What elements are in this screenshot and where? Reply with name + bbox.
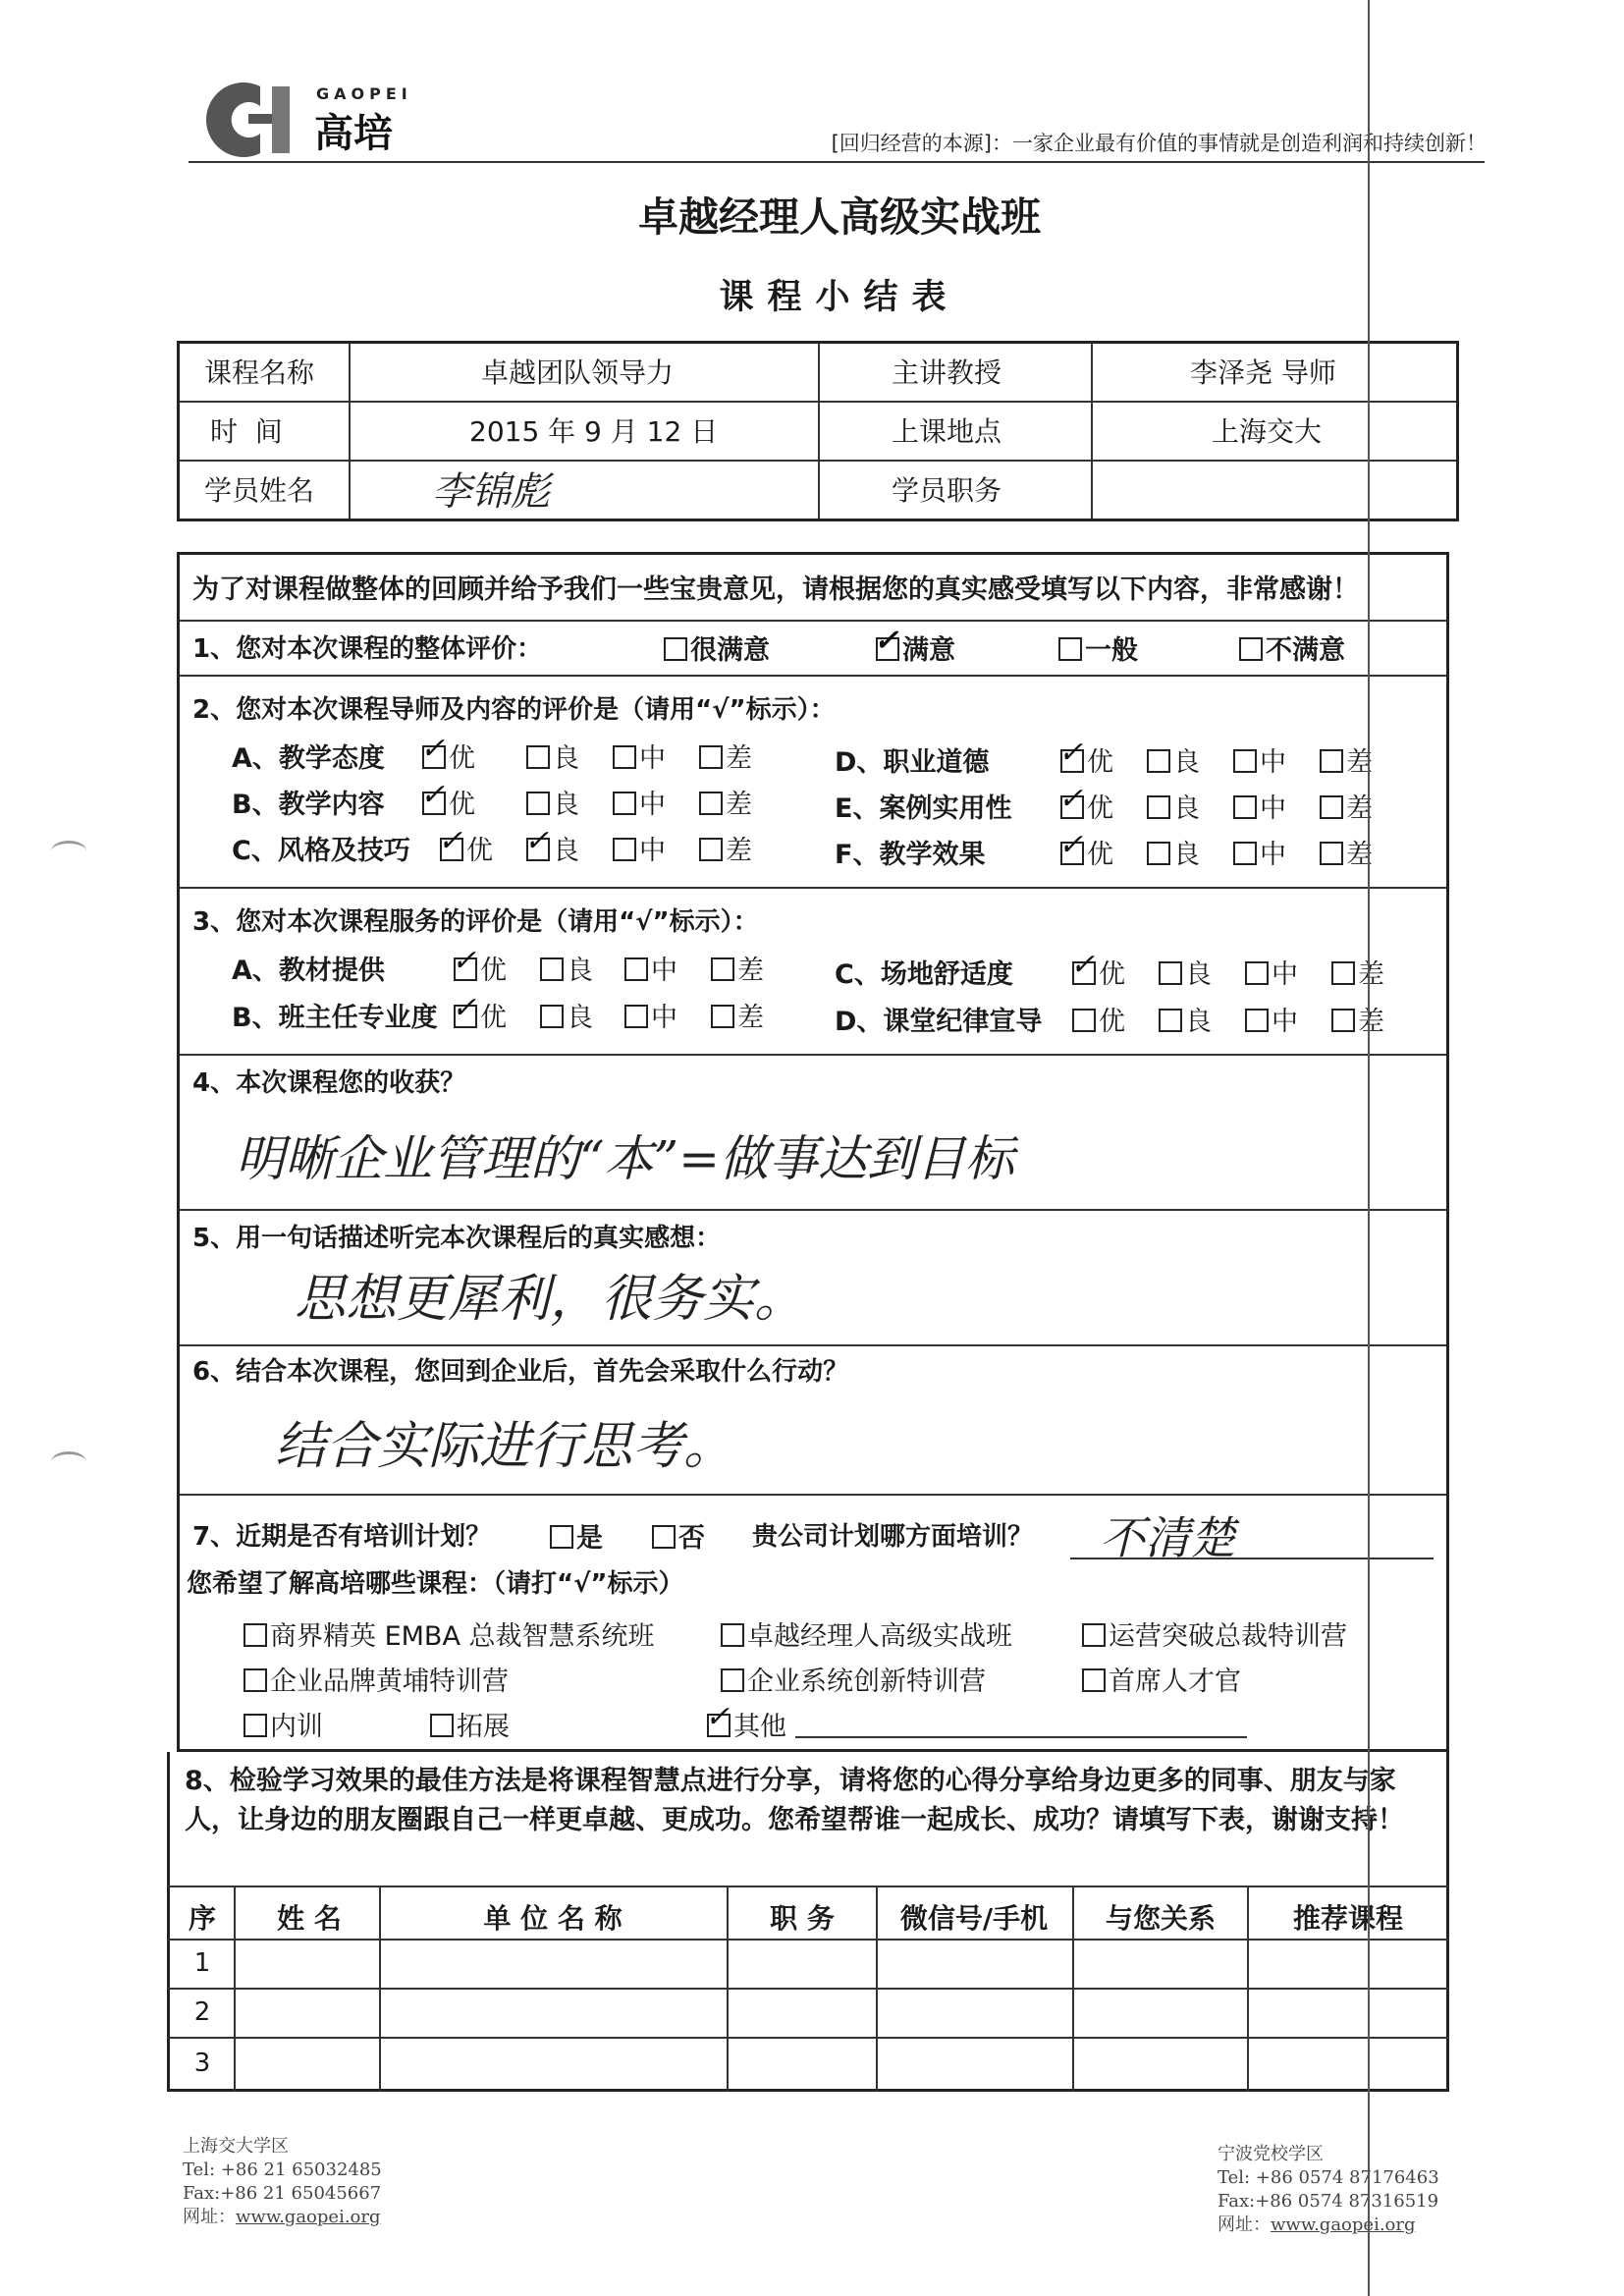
course-option-internal[interactable]: 内训 (244, 1705, 323, 1743)
grade-option[interactable]: ✓优 (422, 783, 475, 821)
col-company: 单 位 名 称 (483, 1902, 623, 1935)
q2-item-c: C、风格及技巧 (232, 836, 410, 866)
q1-label: 1、您对本次课程的整体评价： (192, 634, 543, 664)
grade-option[interactable]: 差 (699, 783, 752, 821)
q7-label: 7、近期是否有培训计划？ (192, 1522, 492, 1552)
q7-plan-answer[interactable]: 不清楚 (1100, 1511, 1235, 1564)
grade-option[interactable]: ✓优 (454, 996, 507, 1034)
grade-option[interactable]: 中 (1233, 740, 1286, 779)
q4-label: 4、本次课程您的收获？ (192, 1068, 466, 1098)
course-option-manager[interactable]: 卓越经理人高级实战班 (721, 1614, 1012, 1653)
col-index: 序 (188, 1902, 216, 1935)
grade-option[interactable]: 良 (1147, 833, 1200, 871)
grade-option[interactable]: 中 (1233, 833, 1286, 871)
course-name-value: 卓越团队领导力 (481, 356, 675, 389)
q2-label: 2、您对本次课程导师及内容的评价是（请用“√”标示）： (192, 695, 836, 725)
course-option-other[interactable]: ✓ 其他 (707, 1705, 786, 1743)
grade-option[interactable]: 差 (711, 949, 764, 987)
grade-option[interactable]: 差 (1331, 1000, 1384, 1038)
q6-answer[interactable]: 结合实际进行思考。 (275, 1417, 735, 1476)
footer-left-website-link[interactable]: www.gaopei.org (236, 2207, 381, 2227)
q7-courses-label: 您希望了解高培哪些课程：（请打“√”标示） (187, 1569, 684, 1599)
footer-right-website-link[interactable]: www.gaopei.org (1271, 2214, 1416, 2235)
grade-option[interactable]: 差 (1320, 787, 1373, 825)
q2-item-e: E、案例实用性 (835, 793, 1012, 824)
checkbox-icon[interactable] (1239, 637, 1263, 661)
grade-option[interactable]: 差 (699, 737, 752, 775)
grade-option[interactable]: 良 (1159, 953, 1212, 991)
course-option-innovation[interactable]: 企业系统创新特训营 (721, 1660, 986, 1698)
q2-item-f: F、教学效果 (835, 840, 986, 870)
grade-option[interactable]: 中 (613, 829, 666, 867)
grade-option[interactable]: ✓优 (1060, 787, 1113, 825)
lecturer-label: 主讲教授 (892, 356, 1002, 389)
grade-option[interactable]: ✓ 良 (526, 829, 579, 867)
grade-option[interactable]: 优 (1072, 1000, 1125, 1038)
time-value: 2015 年 9 月 12 日 (469, 415, 719, 448)
grade-option[interactable]: 差 (1320, 740, 1373, 779)
grade-option[interactable]: 良 (540, 949, 593, 987)
grade-option[interactable]: 中 (1233, 787, 1286, 825)
grade-option[interactable]: ✓优 (1072, 953, 1125, 991)
page-title: 卓越经理人高级实战班 (638, 193, 1041, 241)
grade-option[interactable]: 差 (711, 996, 764, 1034)
q4-answer[interactable]: 明晰企业管理的“本”=做事达到目标 (236, 1130, 1015, 1187)
q6-label: 6、结合本次课程，您回到企业后，首先会采取什么行动？ (192, 1357, 849, 1387)
col-course: 推荐课程 (1292, 1902, 1403, 1935)
q1-option-satisfied[interactable]: ✓ 满意 (876, 629, 955, 667)
grade-option[interactable]: 中 (1245, 953, 1298, 991)
grade-option[interactable]: 良 (540, 996, 593, 1034)
page-subtitle: 课程小结表 (719, 278, 960, 317)
q3-item-a: A、教材提供 (232, 956, 385, 986)
course-option-emba[interactable]: 商界精英 EMBA 总裁智慧系统班 (244, 1614, 655, 1653)
student-position-label: 学员职务 (892, 474, 1002, 507)
grade-option[interactable]: 良 (1159, 1000, 1212, 1038)
course-name-label: 课程名称 (204, 356, 315, 389)
grade-option[interactable]: 中 (624, 949, 677, 987)
slogan: [回归经营的本源]：一家企业最有价值的事情就是创造利润和持续创新！ (831, 132, 1487, 155)
table-row-number: 3 (193, 2049, 211, 2078)
checkbox-icon[interactable] (550, 1525, 573, 1549)
col-relation: 与您关系 (1105, 1902, 1216, 1935)
footer-left-tel: Tel: +86 21 65032485 (183, 2159, 382, 2180)
grade-option[interactable]: 良 (1147, 787, 1200, 825)
q3-label: 3、您对本次课程服务的评价是（请用“√”标示）： (192, 907, 759, 937)
q2-item-b: B、教学内容 (232, 790, 385, 820)
q7-no-option[interactable]: 否 (652, 1516, 705, 1555)
punch-hole-mark (51, 841, 86, 861)
q3-item-d: D、课堂纪律宣导 (835, 1007, 1043, 1037)
q3-item-c: C、场地舒适度 (835, 959, 1013, 990)
col-wechat: 微信号/手机 (899, 1902, 1049, 1935)
student-signature: 李锦彪 (432, 468, 550, 515)
col-position: 职 务 (770, 1902, 835, 1935)
q1-option-unsatisfied[interactable]: 不满意 (1239, 629, 1345, 667)
location-value: 上海交大 (1212, 415, 1323, 448)
q7-plan-label: 贵公司计划哪方面培训？ (752, 1522, 1034, 1552)
grade-option[interactable]: 中 (1245, 1000, 1298, 1038)
lecturer-value: 李泽尧 导师 (1190, 356, 1336, 389)
course-option-expansion[interactable]: 拓展 (430, 1705, 510, 1743)
grade-option[interactable]: 良 (526, 783, 579, 821)
q2-item-d: D、职业道德 (835, 747, 990, 778)
grade-option[interactable]: 中 (624, 996, 677, 1034)
logo-text-cn: 高培 (314, 111, 393, 156)
col-name: 姓 名 (277, 1902, 342, 1935)
grade-option[interactable]: 中 (613, 737, 666, 775)
grade-option[interactable]: ✓优 (440, 829, 493, 867)
footer-right-campus: 宁波党校学区 (1218, 2144, 1324, 2164)
logo-text-en: GAOPEI (316, 84, 412, 103)
header-rule (189, 161, 1485, 163)
grade-option[interactable]: 差 (1320, 833, 1373, 871)
checkbox-icon[interactable] (652, 1525, 676, 1549)
other-underline (795, 1736, 1247, 1738)
scan-fold-line (1368, 0, 1370, 2296)
q8-label: 8、检验学习效果的最佳方法是将课程智慧点进行分享，请将您的心得分享给身边更多的同事、朋友与家人，让身边的朋友圈跟自己一样更卓越、更成功。您希望帮谁一起成长、成功？请填写下表，谢谢支持！ (185, 1766, 1404, 1835)
checkbox-icon[interactable] (1058, 637, 1082, 661)
checkbox-checked-icon[interactable] (876, 637, 899, 661)
grade-option[interactable]: ✓优 (1060, 833, 1113, 871)
grade-option[interactable]: 良 (526, 737, 579, 775)
q2-item-a: A、教学态度 (232, 743, 385, 774)
q7-plan-underline (1070, 1558, 1434, 1559)
course-option-operations[interactable]: 运营突破总裁特训营 (1082, 1614, 1347, 1653)
time-label: 时 间 (210, 415, 283, 448)
q1-option-average[interactable]: 一般 (1058, 629, 1138, 667)
course-option-cto[interactable]: 首席人才官 (1082, 1660, 1241, 1698)
grade-option[interactable]: 差 (1331, 953, 1384, 991)
grade-option[interactable]: ✓优 (1060, 740, 1113, 779)
punch-hole-mark (51, 1451, 86, 1472)
course-option-brand[interactable]: 企业品牌黄埔特训营 (244, 1660, 509, 1698)
grade-option[interactable]: 中 (613, 783, 666, 821)
checkbox-icon[interactable] (664, 637, 687, 661)
footer-right-fax: Fax:+86 0574 87316519 (1218, 2191, 1439, 2212)
location-label: 上课地点 (892, 415, 1002, 448)
q5-answer[interactable]: 思想更犀利，很务实。 (295, 1270, 806, 1329)
footer-left: 上海交大学区 Tel: +86 21 65032485 Fax:+86 21 65045667 网址：www.gaopei.org (183, 2136, 382, 2227)
table-row-number: 2 (193, 1997, 211, 2027)
footer-left-fax: Fax:+86 21 65045667 (183, 2183, 382, 2204)
footer-right-tel: Tel: +86 0574 87176463 (1218, 2167, 1439, 2188)
table-row-number: 1 (193, 1948, 211, 1978)
grade-option[interactable]: ✓优 (454, 949, 507, 987)
intro-text: 为了对课程做整体的回顾并给予我们一些宝贵意见，请根据您的真实感受填写以下内容，非常感谢！ (192, 574, 1359, 605)
q7-yes-option[interactable]: 是 (550, 1516, 603, 1555)
grade-option[interactable]: 良 (1147, 740, 1200, 779)
q3-item-b: B、班主任专业度 (232, 1003, 438, 1033)
q1-option-very-satisfied[interactable]: 很满意 (664, 629, 770, 667)
grade-option[interactable]: 差 (699, 829, 752, 867)
grade-option[interactable]: ✓优 (422, 737, 475, 775)
footer-left-campus: 上海交大学区 (183, 2136, 289, 2157)
q5-label: 5、用一句话描述听完本次课程后的真实感想： (192, 1224, 722, 1253)
footer-right: 宁波党校学区 Tel: +86 0574 87176463 Fax:+86 0574 87316519 网址：www.gaopei.org (1218, 2144, 1439, 2235)
student-name-label: 学员姓名 (204, 474, 315, 507)
